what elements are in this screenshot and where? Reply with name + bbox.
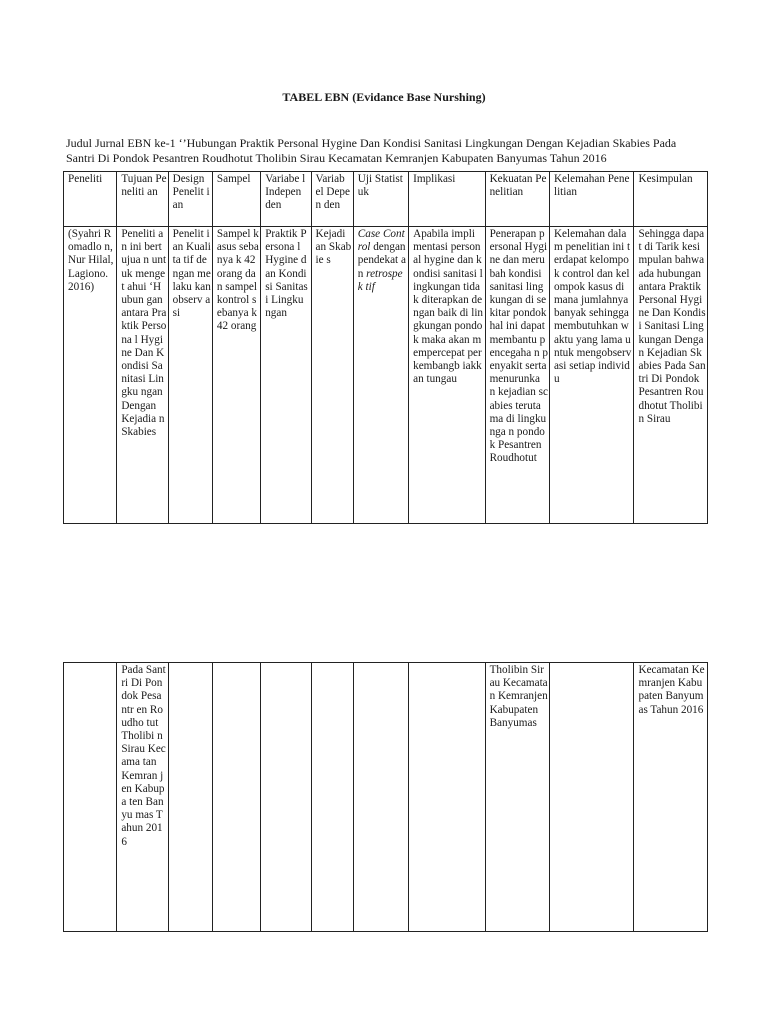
cell-variabel-dependen: Kejadi an Skabie s (311, 227, 353, 524)
table-row-continuation (64, 663, 708, 932)
header-kelemahan: Kelemahan Penelitian (549, 172, 634, 227)
cell-kesimpulan-continued: Kecamatan Kemranjen Kabupaten Banyumas Tahun 2016 (634, 663, 708, 932)
cell-uji-statistik-empty (353, 663, 408, 932)
ebn-table (63, 171, 708, 524)
header-implikasi: Implikasi (409, 172, 485, 227)
journal-heading: Judul Jurnal EBN ke-1 ‘’Hubungan Praktik Personal Hygine Dan Kondisi Sanitasi Lingkungan Dengan Kejadian Skabies Pada Santri Di Pondok Pesantren Roudhotut Tholibin Sirau Kecamatan Kemranjen Kabupaten Banyumas Tahun 2016 (66, 136, 677, 165)
cell-kelemahan: Kelemahan dalam penelitian ini terdapat kelompok control dan kelompok kasus dimana jumlahnya banyak sehingga membutuhkan waktu yang lama untuk mengobservasi setiap individu (549, 227, 634, 524)
header-variabel-independen: Variabe l Indepen den (261, 172, 311, 227)
cell-kekuatan: Penerapan personal Hygine dan merubah kondisi sanitasi lingkungan di sekitar pondok hal ini dapat membantu pencegaha n penyakit serta menurunka n kejadian scabies terutama di lingkunga n pondok Pesantren Roudhotut (485, 227, 549, 524)
header-uji-statistik: Uji Statistuk (353, 172, 408, 227)
cell-design: Penelit ian Kualita tif dengan melaku kan observ asi (168, 227, 212, 524)
cell-implikasi: Apabila implimentasi personal hygine dan kondisi sanitasi lingkungan tidak diterapkan dengan baik di lingkungan pondok maka akan mempercepat perkembangb iakkan tungau (409, 227, 485, 524)
table-header-row (64, 172, 708, 227)
ebn-table-continuation (63, 662, 708, 932)
uji-case-control: Case Control (357, 228, 405, 254)
cell-peneliti: (Syahri Romadlo n, Nur Hilal, Lagiono. 2016) (64, 227, 117, 524)
cell-uji-statistik (353, 227, 408, 524)
cell-kelemahan-empty (549, 663, 634, 932)
header-peneliti: Peneliti (64, 172, 117, 227)
uji-dengan-pendekatan: dengan pendekat an (357, 241, 406, 280)
cell-sampel-empty (212, 663, 260, 932)
header-sampel: Sampel (212, 172, 260, 227)
header-tujuan: Tujuan Peneliti an (117, 172, 168, 227)
cell-peneliti-empty (64, 663, 117, 932)
cell-sampel: Sampel kasus sebanya k 42 orang dan sampel kontrol sebanya k 42 orang (212, 227, 260, 524)
cell-kekuatan-continued: Tholibin Sirau Kecamatan Kemranjen Kabupaten Banyumas (485, 663, 549, 932)
header-variabel-dependen: Variab el Depen den (311, 172, 353, 227)
cell-tujuan: Peneliti an ini bertujua n untuk menget ahui ‘Hubun gan antara Praktik Persona l Hygine Dan Kondisi Sanitasi Lingku ngan Dengan Kejadia n Skabies (117, 227, 168, 524)
uji-retrospektif: retrospek tif (357, 267, 403, 293)
header-kekuatan: Kekuatan Penelitian (485, 172, 549, 227)
cell-variabel-independen: Praktik Persona l Hygine dan Kondisi Sanitasi Lingku ngan (261, 227, 311, 524)
cell-implikasi-empty (409, 663, 485, 932)
cell-variabel-independen-empty (261, 663, 311, 932)
document-title: TABEL EBN (Evidance Base Nurshing) (282, 90, 486, 104)
cell-kesimpulan: Sehingga dapat di Tarik kesimpulan bahwa ada hubungan antara Praktik Personal Hygine Dan Kondisi Sanitasi Lingkungan Dengan Kejadian Skabies Pada Santri Di Pondok Pesantren Roudhotut Tholibin Sirau (634, 227, 708, 524)
cell-design-empty (168, 663, 212, 932)
cell-variabel-dependen-empty (311, 663, 353, 932)
cell-tujuan-continued: Pada Santri Di Pondok Pesantr en Roudho tut Tholibi n Sirau Kecama tan Kemran jen Kabupa ten Banyu mas Tahun 2016 (117, 663, 168, 932)
header-design: Design Penelit ian (168, 172, 212, 227)
table-row (64, 227, 708, 524)
header-kesimpulan: Kesimpulan (634, 172, 708, 227)
